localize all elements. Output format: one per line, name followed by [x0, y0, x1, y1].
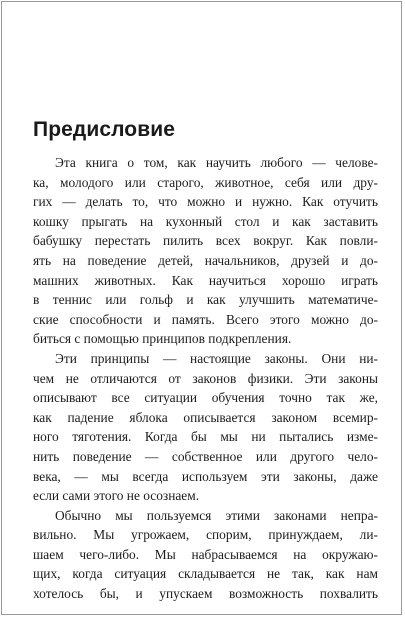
- paragraph-2: [33, 349, 378, 506]
- text-line: в теннис или гольф и как улучшить математиче-: [33, 292, 378, 308]
- book-page: [1, 1, 402, 615]
- text-line: как падение яблока описывается законом всемир-: [33, 409, 378, 425]
- text-line: ного тяготения. Когда бы мы ни пытались изме-: [33, 429, 378, 445]
- body-text: [33, 153, 378, 604]
- text-line: бабушку перестать пилить всех вокруг. Как повли-: [33, 233, 378, 249]
- text-line: ять на поведение детей, начальников, друзей и до-: [33, 252, 378, 268]
- text-line: Эта книга о том, как научить любого — челове-: [55, 155, 378, 170]
- text-line: ские способности и память. Всего этого можно до-: [33, 311, 378, 327]
- text-line: машних животных. Как научиться хорошо играть: [33, 272, 378, 288]
- text-line: ка, молодого или старого, животное, себя или дру-: [33, 174, 378, 190]
- text-line: кошку прыгать на кухонный стол и как заставить: [33, 213, 378, 229]
- text-line: описывают все ситуации обучения точно так же,: [33, 390, 378, 406]
- text-line: нить поведение — собственное или другого чело-: [33, 448, 378, 464]
- text-line: хотелось бы, и упускаем возможность похвалить: [33, 586, 378, 602]
- text-line: щих, когда ситуация складывается не так, как нам: [33, 566, 378, 582]
- paragraph-1: [33, 153, 378, 349]
- text-line: шаем чего-либо. Мы набрасываемся на окружаю-: [33, 546, 378, 562]
- text-line: гих — делать то, что можно и нужно. Как отучить: [33, 194, 378, 210]
- text-line: если сами этого не осознаем.: [33, 488, 200, 504]
- paragraph-3: [33, 506, 378, 604]
- text-line: Эти принципы — настоящие законы. Они ни-: [55, 350, 378, 366]
- text-line: века, — мы всегда используем эти законы, даже: [33, 468, 378, 484]
- text-line: чем не отличаются от законов физики. Эти законы: [33, 370, 378, 386]
- text-line: биться с помощью принципов подкрепления.: [33, 331, 292, 347]
- chapter-heading: Предисловие: [33, 118, 176, 141]
- text-line: вильно. Мы угрожаем, спорим, принуждаем, ли-: [33, 527, 378, 543]
- text-line: Обычно мы пользуемся этими законами непра-: [55, 507, 378, 523]
